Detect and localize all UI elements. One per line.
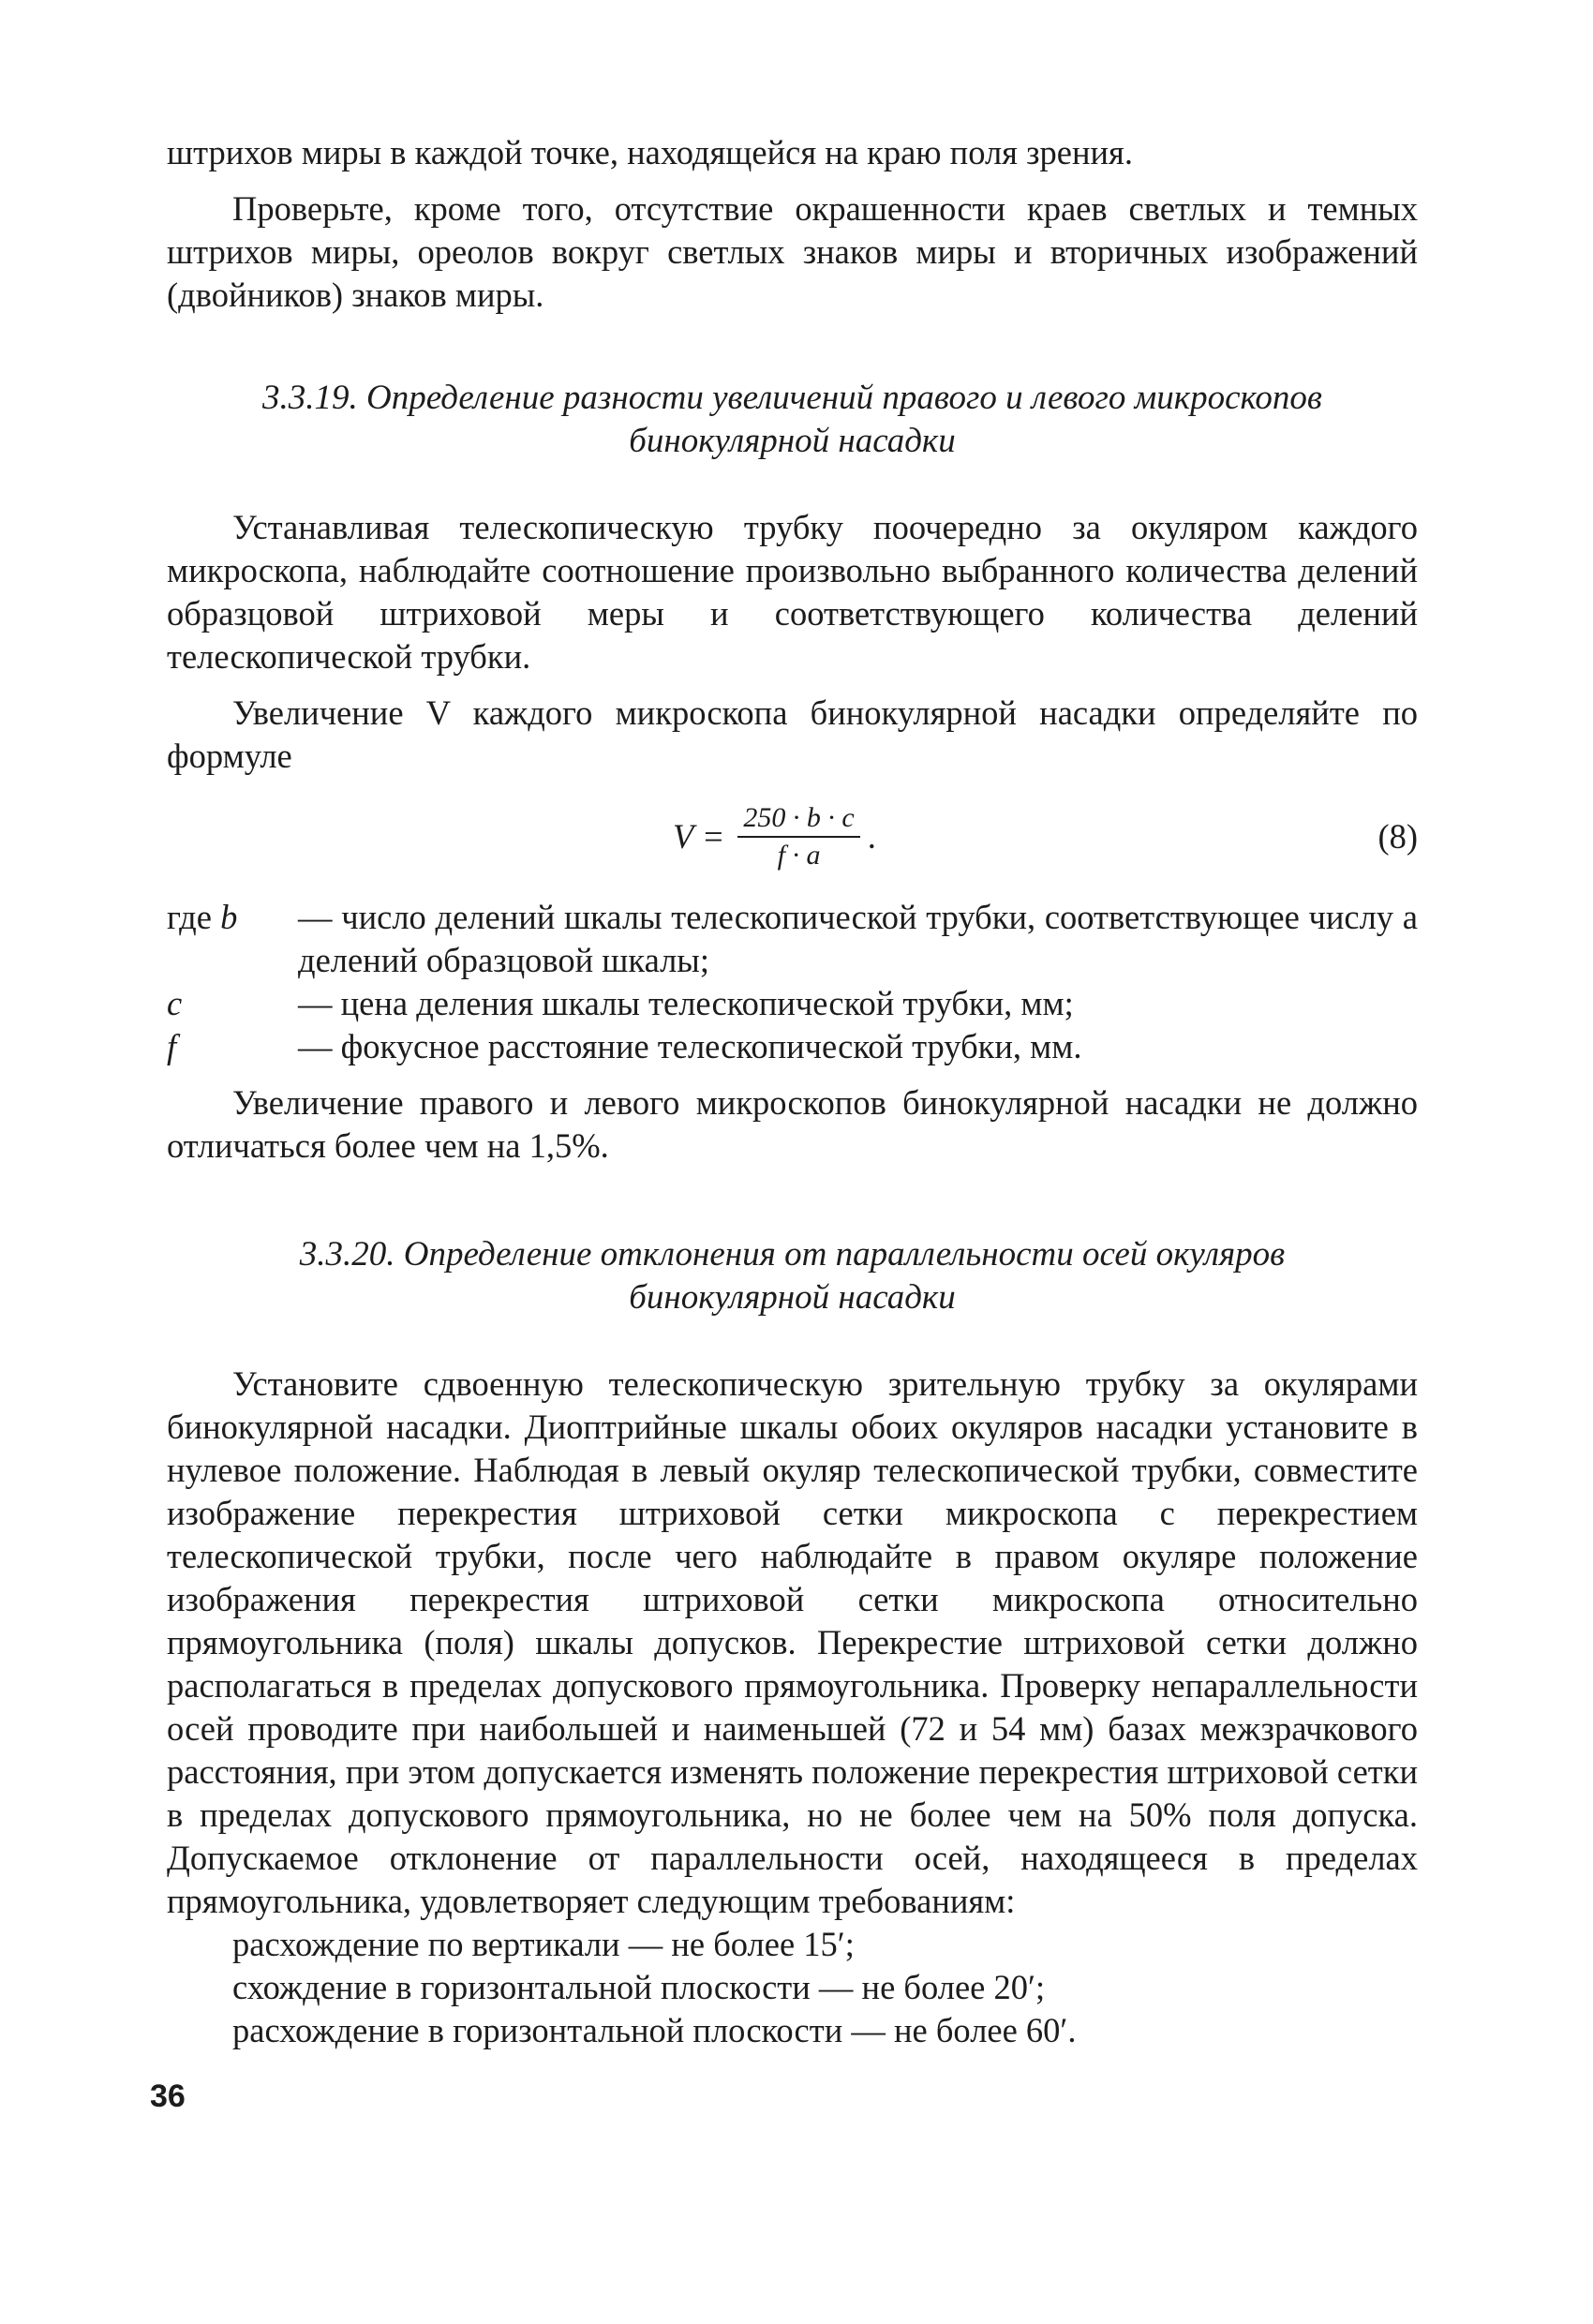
definition-text: — цена деления шкалы телескопической трубки, мм;	[298, 984, 1074, 1022]
section-heading-3-3-20: 3.3.20. Определение отклонения от параллельности осей окуляров бинокулярной насадки	[299, 1235, 1286, 1317]
formula-fraction	[737, 800, 859, 873]
paragraph-parallelism-procedure: Установите сдвоенную телескопическую зрительную трубку за окулярами бинокулярной насадки. Диоптрийные шкалы обоих окуляров насадки установите в нулевое положение. Наблюдая в левый окуляр телескопической трубки, совместите изображение перекрестия штриховой сетки микроскопа с перекрестием телескопической трубки, после чего наблюдайте в правом окуляре положение изображения перекрестия штриховой сетки микроскопа относительно прямоугольника (поля) шкалы допусков. Перекрестие штриховой сетки должно располагаться в пределах допускового прямоугольника. Проверку непараллельности осей проводите при наибольшей и наименьшей (72 и 54 мм) базах межзрачкового расстояния, при этом допускается изменять положение перекрестия штриховой сетки в пределах допускового прямоугольника, но не более чем на 50% поля допуска. Допускаемое отклонение от параллельности осей, находящееся в пределах прямоугольника, удовлетворяет следующим требованиям:	[167, 1364, 1418, 1920]
variable-definitions	[167, 896, 1418, 1068]
definition-text: — фокусное расстояние телескопической трубки, мм.	[298, 1027, 1082, 1065]
section-heading-3-3-19: 3.3.19. Определение разности увеличений правого и левого микроскопов бинокулярной насадки	[262, 379, 1322, 460]
requirement-item: расхождение в горизонтальной плоскости — не более 60′.	[232, 2011, 1077, 2049]
formula-denominator: f · a	[777, 840, 821, 871]
formula-period: .	[867, 817, 876, 856]
definition-symbol: b	[220, 898, 238, 936]
requirement-item: расхождение по вертикали — не более 15′;	[232, 1925, 855, 1963]
equation-number: (8)	[1377, 817, 1418, 856]
paragraph-formula-intro: Увеличение V каждого микроскопа бинокулярной насадки определяйте по формуле	[167, 693, 1418, 775]
requirement-item: схождение в горизонтальной плоскости — не более 20′;	[232, 1968, 1046, 2006]
where-label: где	[167, 898, 212, 936]
definition-item	[167, 1025, 1418, 1068]
requirements-list	[167, 1923, 1418, 2052]
formula-lhs: V =	[673, 817, 725, 856]
formula-block	[167, 785, 1418, 888]
document-page	[167, 131, 1418, 2052]
formula	[673, 785, 876, 888]
definition-item	[167, 896, 1418, 982]
paragraph-tolerance: Увеличение правого и левого микроскопов бинокулярной насадки не должно отличаться более чем на 1,5%.	[167, 1083, 1418, 1165]
definition-symbol: f	[167, 1027, 177, 1065]
page-number: 36	[150, 2078, 186, 2114]
formula-numerator: 250 · b · c	[737, 800, 859, 838]
paragraph-magnification-procedure: Устанавливая телескопическую трубку поочередно за окуляром каждого микроскопа, наблюдайте соотношение произвольно выбранного количества делений образцовой штриховой меры и соответствующего количества делений телескопической трубки.	[167, 508, 1418, 676]
paragraph-check-colouring: Проверьте, кроме того, отсутствие окрашенности краев светлых и темных штрихов миры, ореолов вокруг светлых знаков миры и вторичных изображений (двойников) знаков миры.	[167, 189, 1418, 314]
definition-text: — число делений шкалы телескопической трубки, соответствующее числу a делений образцовой шкалы;	[298, 898, 1418, 979]
definition-symbol: c	[167, 984, 183, 1022]
definition-item	[167, 982, 1418, 1025]
paragraph-continued: штрихов миры в каждой точке, находящейся на краю поля зрения.	[167, 133, 1133, 171]
